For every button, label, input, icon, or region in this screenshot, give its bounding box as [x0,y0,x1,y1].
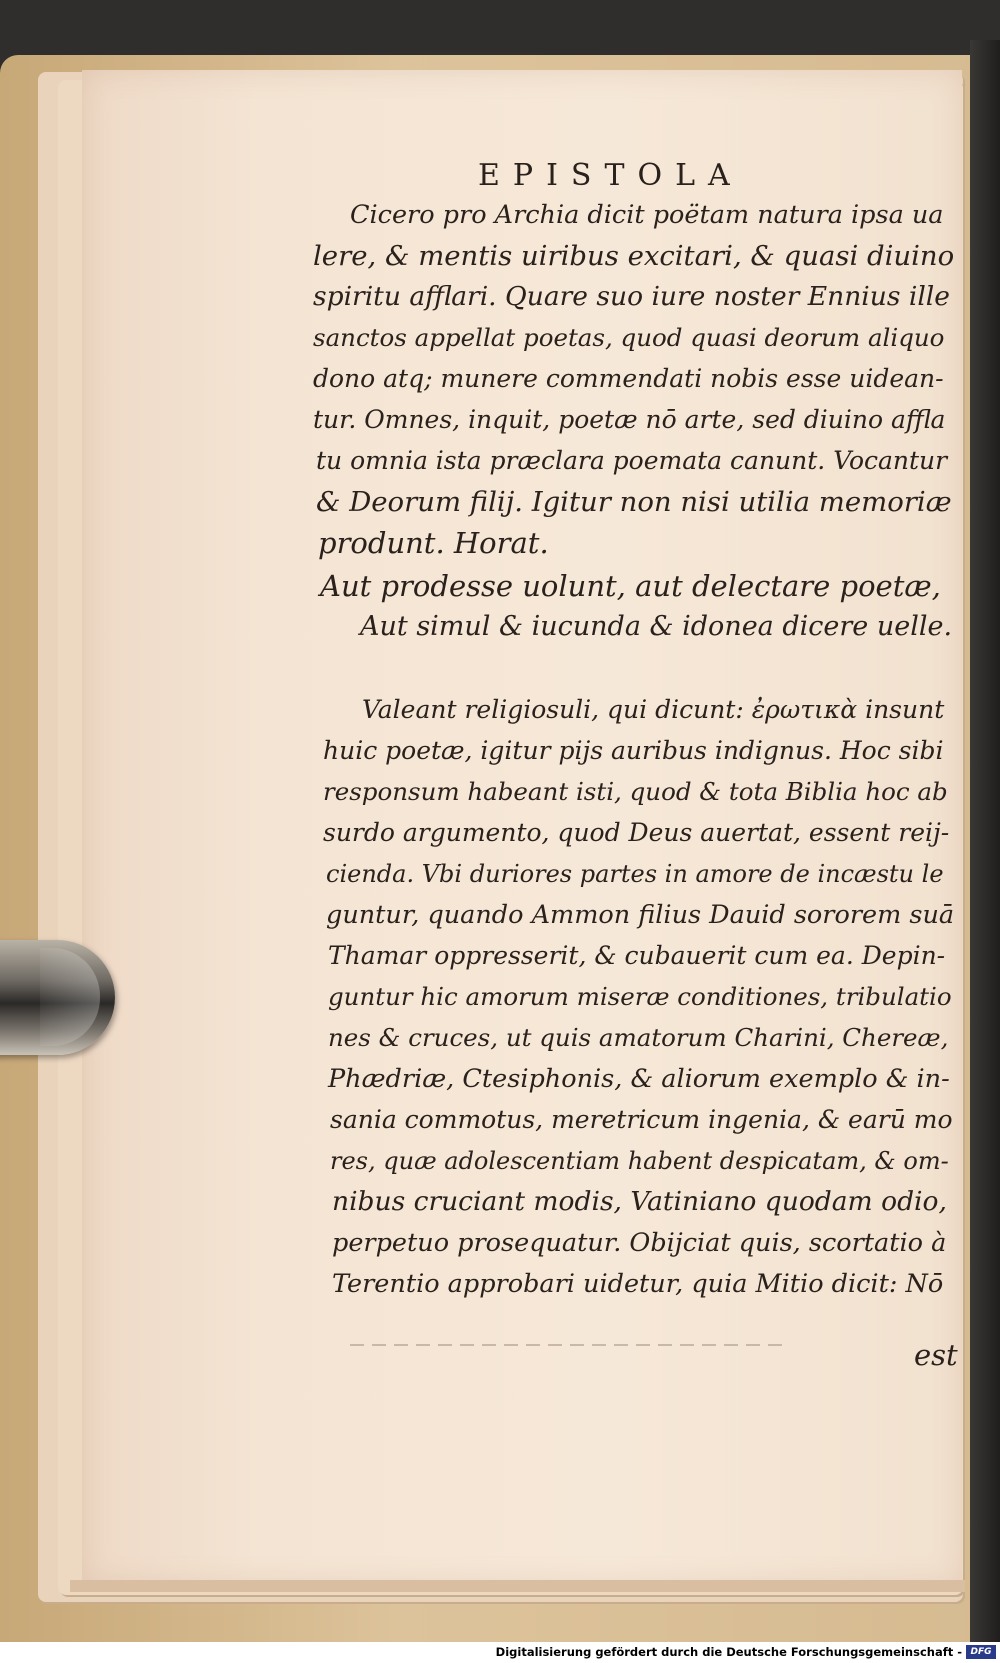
text-line: sania commotus, meretricum ingenia, & earū mo [330,1105,953,1134]
text-line: res, quæ adolescentiam habent despicatam, & om- [330,1147,949,1175]
text-line: lere, & mentis uiribus excitari, & quasi diuino [313,240,955,272]
text-line: guntur hic amorum miseræ conditiones, tribulatio [328,982,952,1011]
text-line: cienda. Vbi duriores partes in amore de incæstu le [326,860,944,888]
page-heading: EPISTOLA [478,158,743,193]
text-line: Cicero pro Archia dicit poëtam natura ipsa ua [350,200,944,230]
text-line: sanctos appellat poetas, quod quasi deorum aliquo [313,323,945,352]
text-line: guntur, quando Ammon filius Dauid sororem suā [326,900,955,930]
text-line: surdo argumento, quod Deus auertat, essent reij- [323,818,950,847]
text-line: spiritu afflari. Quare suo iure noster Ennius ille [313,281,950,312]
text-line: tu omnia ista præclara poemata canunt. Vocantur [316,446,948,475]
text-line: Terentio approbari uidetur, quia Mitio dicit: Nō [332,1269,944,1299]
page-bottom-edge [70,1580,965,1592]
text-line: responsum habeant isti, quod & tota Biblia hoc ab [323,777,948,806]
footer-bar [0,1642,1000,1663]
text-line: dono atq; munere commendati nobis esse uidean- [313,364,944,393]
dfg-logo-icon: DFG [966,1645,996,1659]
text-line: Valeant religiosuli, qui dicunt: ἐρωτικὰ insunt [362,695,945,724]
verse-line: Aut simul & iucunda & idonea dicere uelle. [360,611,953,642]
text-line: produnt. Horat. [318,526,549,560]
faint-rule [350,1344,790,1346]
footer-credit: Digitalisierung gefördert durch die Deutsche Forschungsgemeinschaft - [495,1645,962,1659]
text-line: & Deorum filij. Igitur non nisi utilia memoriæ [316,486,952,518]
text-line: tur. Omnes, inquit, poetæ nō arte, sed diuino affla [313,405,946,434]
text-line: Phædriæ, Ctesiphonis, & aliorum exemplo & in- [328,1064,950,1094]
text-line: nibus cruciant modis, Vatiniano quodam odio, [332,1186,947,1217]
text-line: nes & cruces, ut quis amatorum Charini, Chereæ, [328,1023,949,1052]
text-line: Thamar oppresserit, & cubauerit cum ea. Depin- [328,941,946,970]
text-line: perpetuo prosequatur. Obijciat quis, scortatio à [332,1228,947,1258]
catchword: est [914,1338,958,1372]
text-line: huic poetæ, igitur pijs auribus indignus. Hoc sibi [323,736,944,765]
verse-line: Aut prodesse uolunt, aut delectare poetæ, [320,569,941,603]
cover-edge [970,40,1000,1642]
